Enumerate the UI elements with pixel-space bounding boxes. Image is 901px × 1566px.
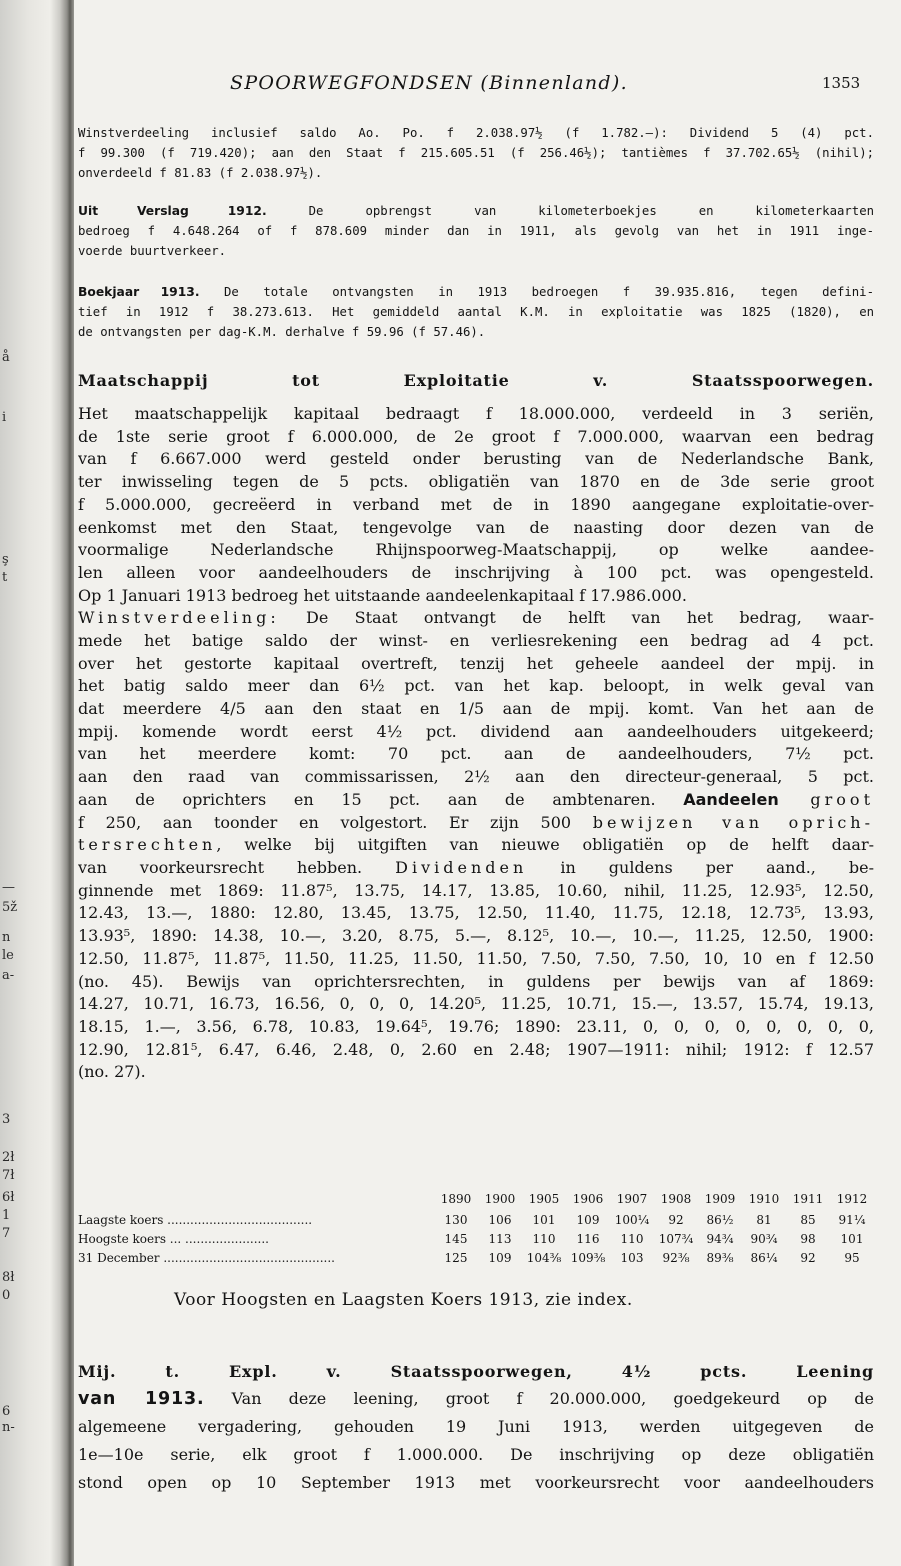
gutter-mark: n-	[2, 1420, 15, 1435]
text-span: groot	[778, 790, 874, 809]
table-header-row	[78, 1192, 874, 1211]
table-cell: 90¾	[750, 1232, 778, 1246]
text-span: De totale ontvangsten in 1913 bedroegen f 39.935.816, tegen defini-	[199, 285, 874, 299]
table-cell: 116	[576, 1232, 600, 1246]
table-year-header: 1890	[440, 1192, 472, 1206]
table-cell: 92	[800, 1251, 816, 1265]
text-line: algemeene vergadering, gehouden 19 Juni 1913, werden uitgegeven de	[78, 1417, 874, 1436]
section-heading: Maatschappij tot Exploitatie v. Staatsspoorwegen.	[78, 371, 874, 390]
table-row-label: Laagste koers ......................................	[78, 1213, 313, 1227]
text-line	[78, 283, 874, 302]
book-page	[74, 0, 901, 1566]
table-row-label: Hoogste koers ... ......................	[78, 1232, 269, 1246]
text-line: van f 6.667.000 werd gesteld onder berusting van de Nederlandsche Bank,	[78, 449, 874, 468]
table-row-label: 31 December .............................................	[78, 1251, 335, 1265]
text-line: 12.50, 11.87⁵, 11.87⁵, 11.50, 11.25, 11.50, 11.50, 7.50, 7.50, 7.50, 10, 10 en f 12.50	[78, 949, 874, 968]
text-span: aan de oprichters en 15 pct. aan de ambtenaren.	[78, 790, 684, 809]
table-cell: 109⅜	[570, 1251, 606, 1265]
gutter-mark: a-	[2, 968, 15, 983]
table-row	[78, 1213, 874, 1232]
table-year-header: 1912	[836, 1192, 868, 1206]
table-cell: 104⅜	[526, 1251, 562, 1265]
table-cell: 91¼	[838, 1213, 866, 1227]
gutter-mark: 2ł	[2, 1150, 15, 1165]
table-row	[78, 1232, 874, 1251]
verslag-lead: Uit Verslag 1912.	[78, 204, 267, 218]
text-line: 14.27, 10.71, 16.73, 16.56, 0, 0, 0, 14.20⁵, 11.25, 10.71, 15.—, 13.57, 15.74, 19.13,	[78, 994, 874, 1013]
table-cell: 109	[576, 1213, 600, 1227]
table-cell: 107¾	[658, 1232, 694, 1246]
table-cell: 100¼	[614, 1213, 650, 1227]
table-cell: 101	[532, 1213, 556, 1227]
table-cell: 98	[800, 1232, 816, 1246]
gutter-mark: 6	[2, 1404, 11, 1419]
dividenden-label: Dividenden	[395, 858, 528, 877]
gutter-mark: le	[2, 948, 14, 963]
table-cell: 86½	[706, 1213, 734, 1227]
gutter-mark: —	[2, 880, 15, 895]
table-year-header: 1911	[792, 1192, 824, 1206]
text-line: stond open op 10 September 1913 met voorkeursrecht voor aandeelhouders	[78, 1473, 874, 1492]
text-line: onverdeeld f 81.83 (f 2.038.97½).	[78, 166, 323, 180]
table-cell: 92	[668, 1213, 684, 1227]
text-line: (no. 45). Bewijs van oprichtersrechten, in guldens per bewijs van af 1869:	[78, 972, 874, 991]
gutter-bleed-marks	[0, 0, 40, 1566]
aandeelen-label: Aandeelen	[683, 790, 779, 809]
text-line: len alleen voor aandeelhouders de inschrijving à 100 pct. was opengesteld.	[78, 563, 874, 582]
text-span: in guldens per aand., be-	[527, 858, 874, 877]
gutter-mark: 6ł	[2, 1190, 15, 1205]
gutter-mark: n	[2, 930, 11, 945]
table-row	[78, 1251, 874, 1270]
gutter-mark: 7	[2, 1226, 11, 1241]
text-line: tief in 1912 f 38.273.613. Het gemiddeld aantal K.M. in exploitatie was 1825 (1820), en	[78, 305, 874, 319]
table-cell: 106	[488, 1213, 512, 1227]
text-line: f 99.300 (f 719.420); aan den Staat f 215.605.51 (f 256.46½); tantièmes f 37.702.65½ (nihil);	[78, 146, 874, 160]
text-span: De Staat ontvangt de helft van het bedrag, waar-	[279, 608, 874, 627]
gutter-mark: 3	[2, 1112, 11, 1127]
text-line	[78, 1387, 874, 1411]
text-line: Op 1 Januari 1913 bedroeg het uitstaande aandeelenkapitaal f 17.986.000.	[78, 586, 687, 605]
gutter-mark: 1	[2, 1208, 11, 1223]
text-line: het batig saldo meer dan 6½ pct. van het kap. beloopt, in welk geval van	[78, 676, 874, 695]
table-cell: 145	[444, 1232, 468, 1246]
text-line: mpij. komende wordt eerst 4½ pct. dividend aan aandeelhouders uitgekeerd;	[78, 722, 874, 741]
book-gutter	[0, 0, 74, 1566]
text-line: 18.15, 1.—, 3.56, 6.78, 10.83, 19.64⁵, 19.76; 1890: 23.11, 0, 0, 0, 0, 0, 0, 0, 0,	[78, 1017, 874, 1036]
table-cell: 110	[620, 1232, 644, 1246]
gutter-mark: 8ł	[2, 1270, 15, 1285]
text-line: 13.93⁵, 1890: 14.38, 10.—, 3.20, 8.75, 5.—, 8.12⁵, 10.—, 10.—, 11.25, 12.50, 1900:	[78, 926, 874, 945]
text-span: f 250, aan toonder en volgestort. Er zijn 500	[78, 813, 593, 832]
table-cell: 101	[840, 1232, 864, 1246]
text-line: de 1ste serie groot f 6.000.000, de 2e groot f 7.000.000, waarvan een bedrag	[78, 427, 874, 446]
table-cell: 125	[444, 1251, 468, 1265]
page-number: 1353	[822, 74, 861, 92]
table-cell: 109	[488, 1251, 512, 1265]
winstverdeeling-label: Winstverdeeling:	[78, 608, 280, 627]
section-heading-cont: van 1913.	[78, 1389, 205, 1409]
text-line	[78, 788, 874, 812]
gutter-mark: i	[2, 410, 7, 425]
table-year-header: 1905	[528, 1192, 560, 1206]
text-line: mede het batige saldo der winst- en verliesrekening een bedrag ad 4 pct.	[78, 631, 874, 650]
text-line: de ontvangsten per dag-K.M. derhalve f 59.96 (f 57.46).	[78, 325, 486, 339]
table-year-header: 1900	[484, 1192, 516, 1206]
text-line: dat meerdere 4/5 aan den staat en 1/5 aan de mpij. komt. Van het aan de	[78, 699, 874, 718]
text-span: De opbrengst van kilometerboekjes en kilometerkaarten	[266, 204, 874, 218]
text-line: voormalige Nederlandsche Rhijnspoorweg-Maatschappij, op welke aandee-	[78, 540, 874, 559]
text-line	[78, 606, 874, 630]
text-line: bedroeg f 4.648.264 of f 878.609 minder dan in 1911, als gevolg van het in 1911 inge-	[78, 224, 874, 238]
table-cell: 85	[800, 1213, 816, 1227]
section-heading: Mij. t. Expl. v. Staatsspoorwegen, 4½ pcts. Leening	[78, 1362, 874, 1381]
table-cell: 110	[532, 1232, 556, 1246]
rechten-label: tersrechten	[78, 835, 217, 854]
text-line: van het meerdere komt: 70 pct. aan de aandeelhouders, 7½ pct.	[78, 744, 874, 763]
text-line: Winstverdeeling inclusief saldo Ao. Po. f 2.038.97½ (f 1.782.—): Dividend 5 (4) pct.	[78, 126, 874, 140]
table-cell: 92⅜	[662, 1251, 690, 1265]
text-line: 1e—10e serie, elk groot f 1.000.000. De inschrijving op deze obligatiën	[78, 1445, 874, 1464]
koers-footnote: Voor Hoogsten en Laagsten Koers 1913, zie index.	[174, 1290, 633, 1310]
table-cell: 89⅜	[706, 1251, 734, 1265]
text-line: 12.90, 12.81⁵, 6.47, 6.46, 2.48, 0, 2.60 en 2.48; 1907—1911: nihil; 1912: f 12.57	[78, 1040, 874, 1059]
text-line	[78, 202, 874, 221]
bewijzen-label: bewijzen van oprich-	[592, 813, 874, 832]
text-line: (no. 27).	[78, 1062, 146, 1081]
gutter-mark: ş	[2, 552, 9, 567]
table-cell: 86¼	[750, 1251, 778, 1265]
gutter-mark: å	[2, 350, 10, 365]
text-line: over het gestorte kapitaal overtreft, tenzij het geheele aandeel der mpij. in	[78, 654, 874, 673]
table-cell: 95	[844, 1251, 860, 1265]
table-cell: 81	[756, 1213, 772, 1227]
table-year-header: 1908	[660, 1192, 692, 1206]
text-line: eenkomst met den Staat, tengevolge van de naasting door dezen van de	[78, 518, 874, 537]
text-line: Het maatschappelijk kapitaal bedraagt f 18.000.000, verdeeld in 3 seriën,	[78, 404, 874, 423]
text-line: ginnende met 1869: 11.87⁵, 13.75, 14.17, 13.85, 10.60, nihil, 11.25, 12.93⁵, 12.50,	[78, 881, 874, 900]
gutter-mark: 5ž	[2, 900, 18, 915]
text-span: van voorkeursrecht hebben.	[78, 858, 396, 877]
gutter-mark: 7ł	[2, 1168, 15, 1183]
gutter-mark: 0	[2, 1288, 11, 1303]
table-cell: 103	[620, 1251, 644, 1265]
gutter-mark: t	[2, 570, 8, 585]
table-cell: 94¾	[706, 1232, 734, 1246]
table-cell: 113	[488, 1232, 512, 1246]
table-year-header: 1907	[616, 1192, 648, 1206]
page-title: SPOORWEGFONDSEN (Binnenland).	[230, 72, 628, 94]
table-year-header: 1910	[748, 1192, 780, 1206]
table-cell: 130	[444, 1213, 468, 1227]
text-line: 12.43, 13.—, 1880: 12.80, 13.45, 13.75, 12.50, 11.40, 11.75, 12.18, 12.73⁵, 13.93,	[78, 903, 874, 922]
text-line: f 5.000.000, gecreëerd in verband met de in 1890 aangegane exploitatie-over-	[78, 495, 874, 514]
boekjaar-lead: Boekjaar 1913.	[78, 285, 200, 299]
text-line	[78, 833, 874, 857]
text-line	[78, 856, 874, 880]
text-line	[78, 811, 874, 835]
text-line: ter inwisseling tegen de 5 pcts. obligatiën van 1870 en de 3de serie groot	[78, 472, 874, 491]
text-span: , welke bij uitgiften van nieuwe obligatiën op de helft daar-	[216, 835, 874, 854]
running-header	[74, 64, 901, 100]
text-line: aan den raad van commissarissen, 2½ aan den directeur-generaal, 5 pct.	[78, 767, 874, 786]
text-line: voerde buurtverkeer.	[78, 244, 227, 258]
table-year-header: 1909	[704, 1192, 736, 1206]
table-year-header: 1906	[572, 1192, 604, 1206]
text-span: Van deze leening, groot f 20.000.000, goedgekeurd op de	[204, 1389, 874, 1408]
